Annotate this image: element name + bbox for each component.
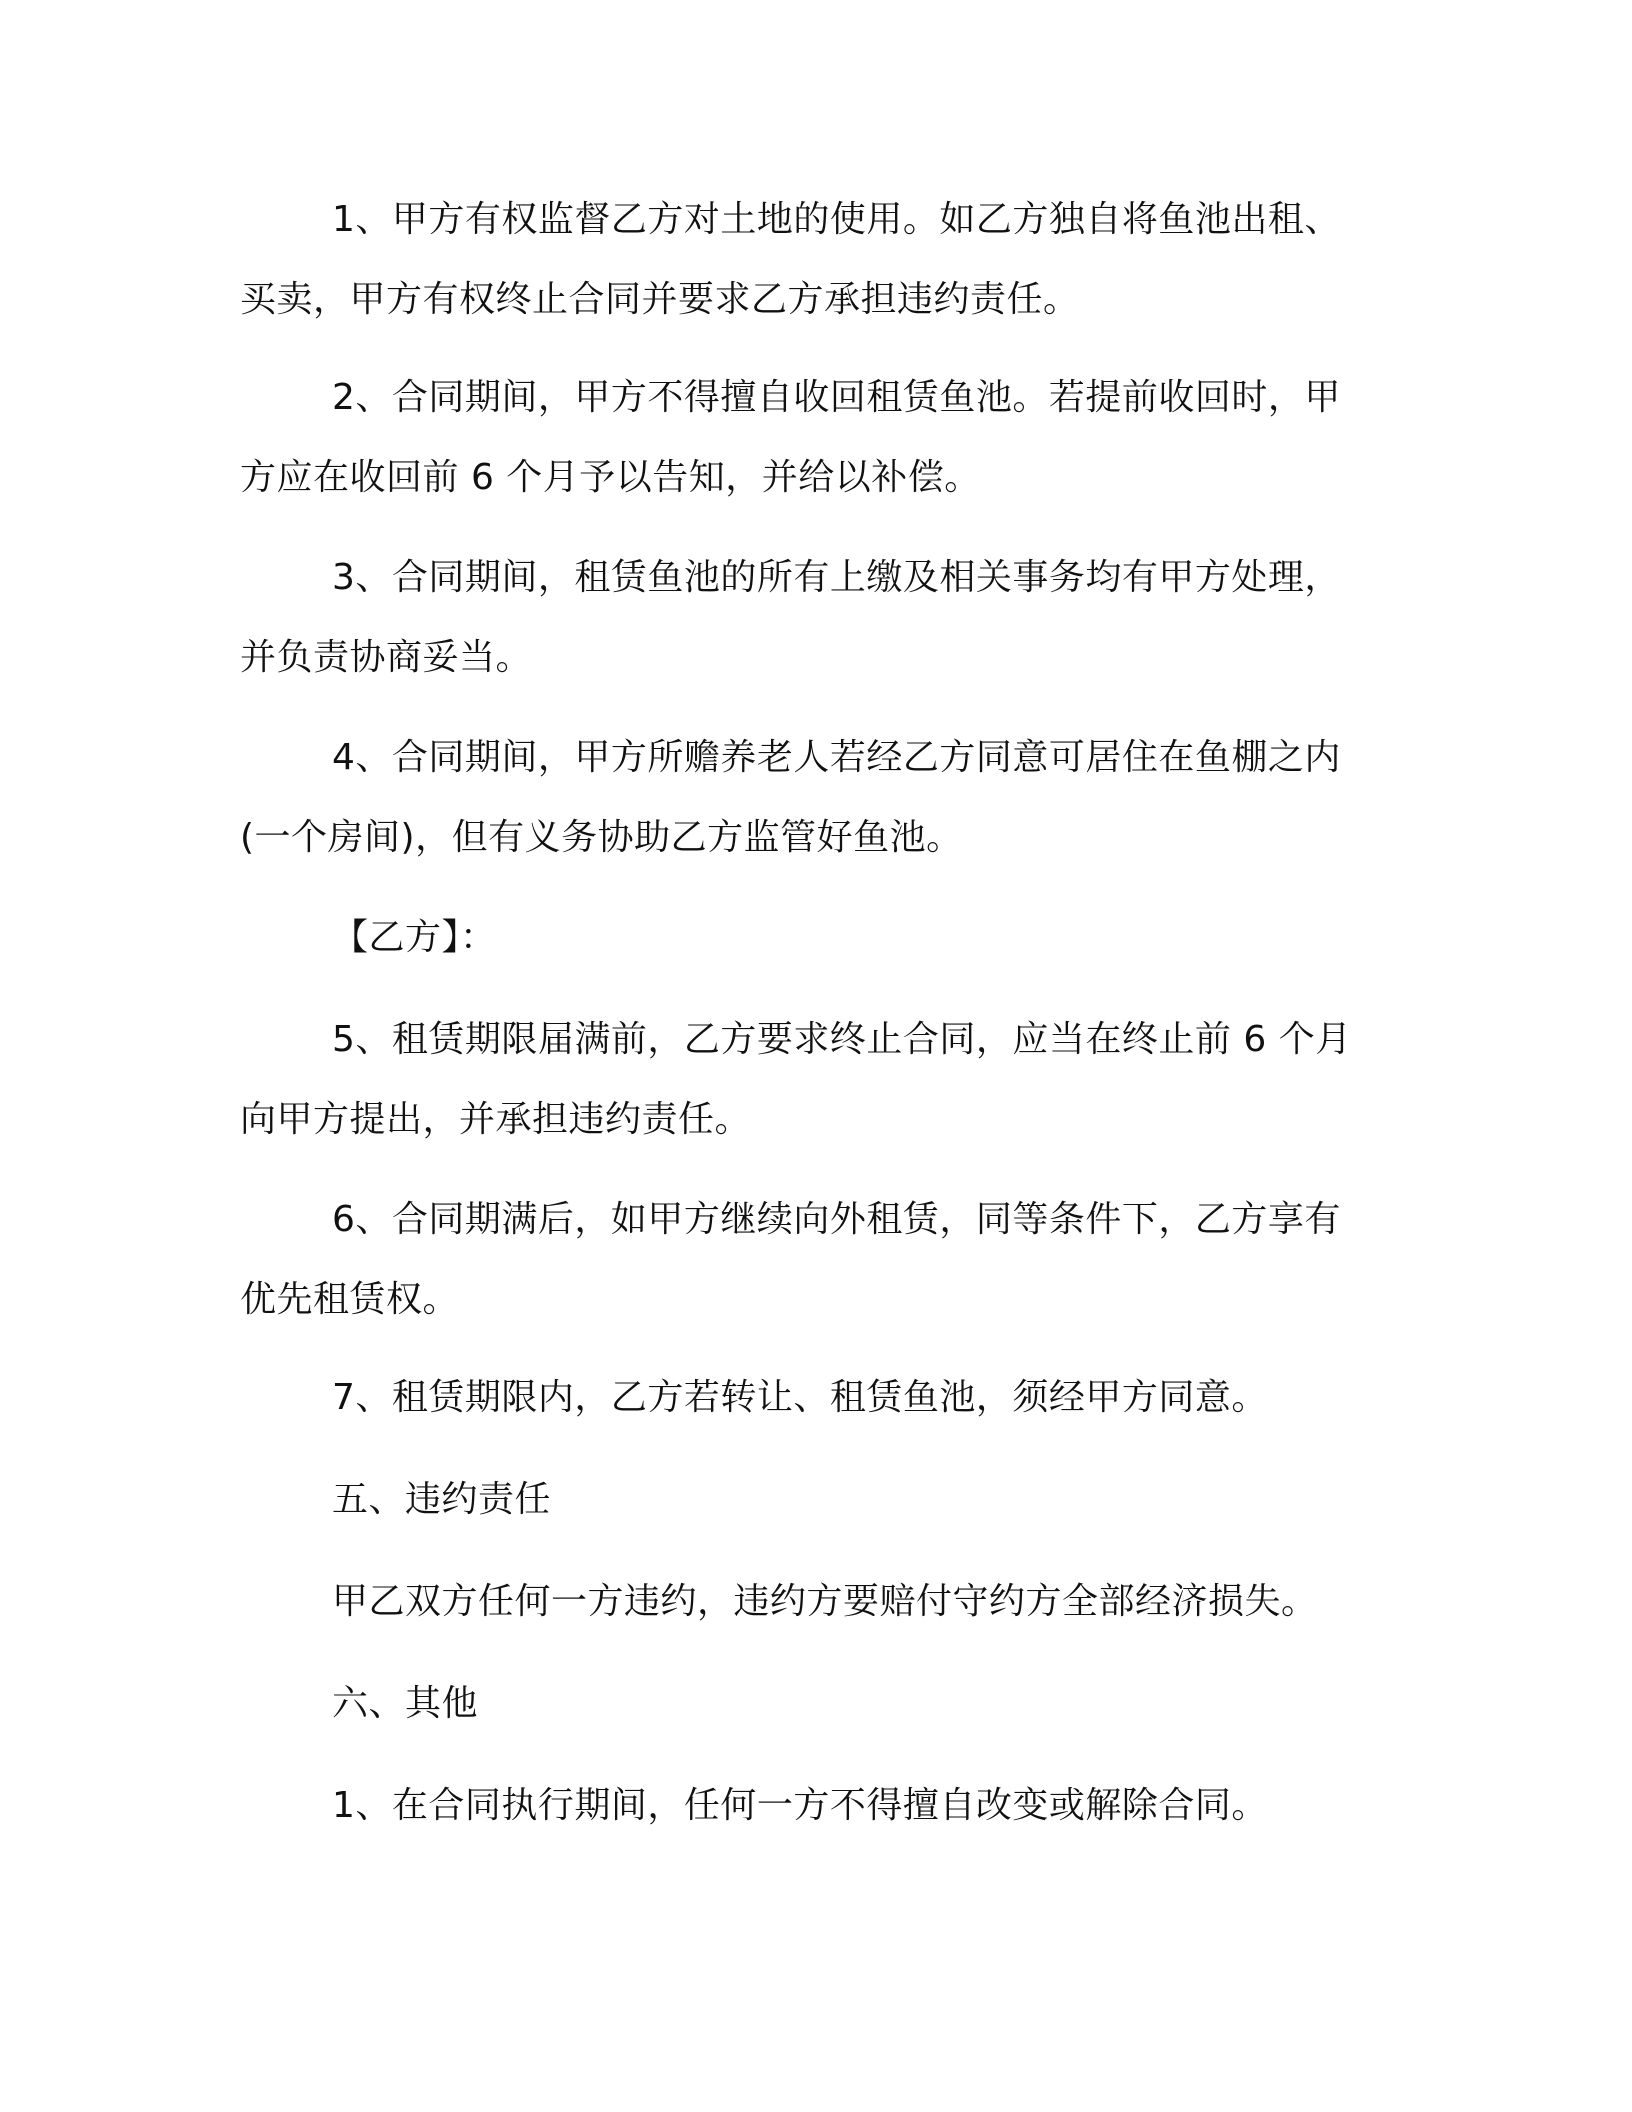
clause-yi-5: 5、租赁期限届满前，乙方要求终止合同，应当在终止前 6 个月向甲方提出，并承担违约责任。	[240, 1019, 1352, 1140]
clause-yi-6: 6、合同期满后，如甲方继续向外租赁，同等条件下，乙方享有优先租赁权。	[240, 1199, 1341, 1320]
section-heading-other: 六、其他	[332, 1683, 479, 1724]
clause-jia-3: 3、合同期间，租赁鱼池的所有上缴及相关事务均有甲方处理，并负责协商妥当。	[240, 557, 1341, 678]
other-clause-1: 1、在合同执行期间，任何一方不得擅自改变或解除合同。	[332, 1785, 1268, 1826]
clause-jia-4: 4、合同期间，甲方所赡养老人若经乙方同意可居住在鱼棚之内(一个房间)，但有义务协助乙方监管好鱼池。	[240, 737, 1341, 858]
section-heading-breach: 五、违约责任	[332, 1479, 552, 1520]
clause-jia-2: 2、合同期间，甲方不得擅自收回租赁鱼池。若提前收回时，甲方应在收回前 6 个月予以告知，并给以补偿。	[240, 377, 1341, 498]
clause-jia-1: 1、甲方有权监督乙方对土地的使用。如乙方独自将鱼池出租、买卖，甲方有权终止合同并要求乙方承担违约责任。	[240, 199, 1341, 320]
party-yi-heading: 【乙方】：	[332, 917, 497, 958]
breach-clause: 甲乙双方任何一方违约，违约方要赔付守约方全部经济损失。	[332, 1581, 1318, 1622]
clause-yi-7: 7、租赁期限内，乙方若转让、租赁鱼池，须经甲方同意。	[332, 1377, 1268, 1418]
